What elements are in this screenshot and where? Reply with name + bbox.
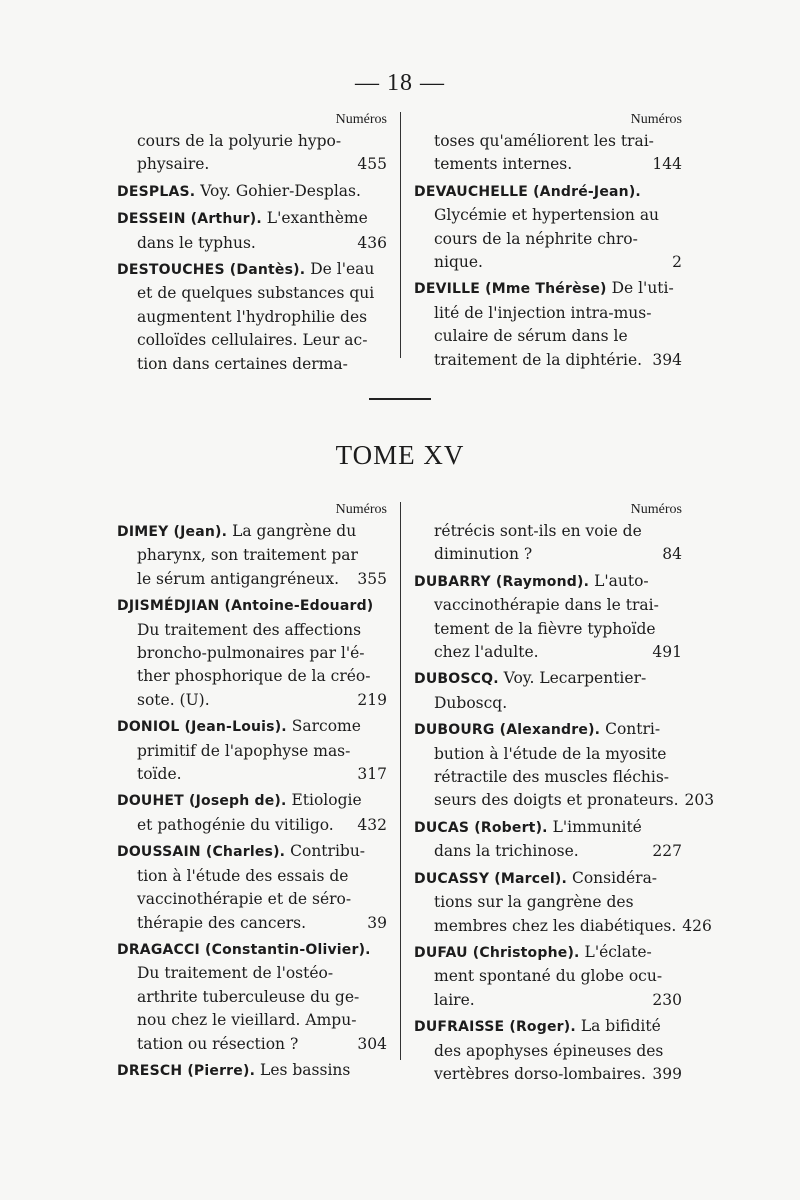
entry-text [414, 816, 642, 840]
index-entry [117, 594, 387, 712]
entry-line [414, 915, 712, 938]
entry-line [117, 1033, 387, 1056]
thesis-number: 227 [652, 842, 682, 861]
entry-text [434, 204, 659, 227]
index-entry [414, 277, 682, 372]
entry-line [117, 642, 387, 665]
entry-description: Les bassins [255, 1060, 351, 1079]
entry-text [117, 520, 356, 544]
entry-description: ment spontané du globe ocu- [434, 967, 663, 986]
entry-description: dans le typhus. [137, 233, 256, 252]
index-entry [414, 816, 682, 864]
author-name: DEVILLE (Mme Thérèse) [414, 281, 607, 298]
thesis-number: 432 [357, 815, 387, 834]
entry-line [414, 594, 682, 617]
entry-description: pharynx, son traitement par [137, 546, 358, 565]
entry-line [117, 888, 387, 911]
entry-text [434, 641, 539, 664]
entry-line [414, 941, 682, 965]
entry-line [414, 302, 682, 325]
entry-text [414, 277, 674, 301]
entry-description: chez l'adulte. [434, 643, 539, 662]
column-divider [400, 502, 401, 1060]
author-name: DRAGACCI (Constantin-Olivier). [117, 941, 371, 958]
entry-text [414, 180, 641, 204]
top-left-column [117, 110, 387, 379]
entry-description: vaccinothérapie et de séro- [137, 890, 352, 909]
entry-description: vaccinothérapie dans le trai- [434, 596, 659, 615]
entry-text [434, 153, 572, 176]
entry-text [434, 1040, 663, 1063]
entry-description: toses qu'améliorent les trai- [434, 132, 654, 150]
entry-text [434, 520, 642, 543]
entry-line [117, 232, 387, 255]
index-entry [117, 180, 387, 204]
entry-description: De l'eau [305, 260, 375, 279]
tome-title: TOME XV [335, 440, 465, 470]
author-name: DONIOL (Jean-Louis). [117, 719, 287, 736]
entry-line [117, 329, 387, 352]
entry-line [117, 619, 387, 642]
entry-line [117, 789, 387, 813]
section-rule [369, 398, 431, 400]
entry-text [434, 915, 676, 938]
entry-line [414, 891, 682, 914]
entry-text [137, 306, 367, 329]
thesis-number: 203 [684, 791, 715, 810]
entry-text [434, 618, 656, 641]
index-entry [414, 941, 682, 1012]
entry-text [117, 207, 368, 231]
entry-line [117, 282, 387, 305]
entry-line [117, 568, 387, 591]
bottom-right-column [414, 500, 715, 1089]
author-name: DUCAS (Robert). [414, 819, 548, 836]
index-entry [117, 520, 387, 591]
entry-text [137, 232, 256, 255]
entry-text [414, 718, 660, 742]
thesis-number: 2 [672, 253, 682, 272]
entry-description: vertèbres dorso-lombaires. [434, 1064, 646, 1083]
entry-line [117, 865, 387, 888]
entry-line [414, 965, 682, 988]
entry-text [414, 1015, 661, 1039]
author-name: DESSEIN (Arthur). [117, 211, 262, 228]
author-name: DOUHET (Joseph de). [117, 793, 287, 810]
author-name: DESTOUCHES (Dantès). [117, 262, 306, 279]
entry-description: La bifidité [575, 1017, 661, 1036]
index-entry [117, 715, 387, 786]
author-name: DUFAU (Christophe). [414, 944, 580, 961]
entry-text [434, 594, 659, 617]
entry-description: nique. [434, 253, 483, 272]
author-name: DUBOSCQ. [414, 671, 499, 688]
entry-line [414, 667, 682, 691]
entry-description: et pathogénie du vitiligo. [137, 815, 334, 834]
entry-description: bution à l'étude de la myosite [434, 744, 667, 763]
entry-line [117, 986, 387, 1009]
entry-text [137, 1009, 356, 1032]
entry-description: cours de la néphrite chro- [434, 229, 638, 248]
entry-text [137, 329, 367, 352]
entry-description: Contri- [600, 720, 661, 739]
entry-line [414, 325, 682, 348]
column-header: Numéros [335, 112, 387, 127]
entry-line [117, 520, 387, 544]
entry-description: dans la trichinose. [434, 842, 579, 861]
entry-line [117, 938, 387, 962]
entry-description: lité de l'injection intra-mus- [434, 303, 652, 322]
thesis-number: 426 [682, 916, 712, 935]
entry-line [117, 740, 387, 763]
index-entry [414, 718, 715, 813]
entry-description: Du traitement des affections [137, 620, 362, 639]
author-name: DOUSSAIN (Charles). [117, 844, 286, 861]
thesis-number: 84 [662, 545, 682, 564]
column-divider [400, 112, 401, 358]
entry-text [414, 570, 649, 594]
entry-text [137, 282, 374, 305]
thesis-number: 394 [652, 350, 682, 369]
entry-text [434, 325, 628, 348]
entry-description: Voy. Lecarpentier- [498, 669, 647, 688]
thesis-number: 455 [357, 155, 387, 174]
index-entry [414, 130, 682, 177]
entry-line [414, 618, 682, 641]
author-name: DEVAUCHELLE (André-Jean). [414, 183, 641, 200]
entry-line [117, 1059, 387, 1083]
entry-text [434, 130, 654, 153]
entry-text [414, 941, 652, 965]
entry-text [434, 743, 666, 766]
thesis-number: 317 [357, 765, 387, 784]
column-header: Numéros [335, 502, 387, 517]
entry-text [137, 986, 359, 1009]
entry-line [117, 962, 387, 985]
index-entry [117, 130, 387, 177]
column-header: Numéros [630, 112, 682, 127]
entry-text [137, 642, 365, 665]
thesis-number: 230 [652, 990, 682, 1009]
index-entry [414, 570, 682, 665]
entry-line [414, 277, 682, 301]
entry-line [117, 1009, 387, 1032]
entry-line [414, 153, 682, 176]
thesis-number: 304 [357, 1034, 387, 1053]
thesis-number: 436 [357, 233, 387, 252]
index-entry [117, 1059, 387, 1083]
entry-description: tements internes. [434, 155, 573, 174]
entry-line [117, 665, 387, 688]
entry-line [117, 258, 387, 282]
entry-text [434, 840, 579, 863]
entry-text [137, 740, 350, 763]
entry-line [414, 204, 682, 227]
entry-line [414, 743, 682, 766]
entry-line [414, 349, 682, 372]
entry-description: seurs des doigts et pronateurs. [434, 791, 679, 810]
entry-description: primitif de l'apophyse mas- [137, 741, 351, 760]
entry-description: tions sur la gangrène des [434, 893, 634, 912]
entry-line [414, 766, 682, 789]
entry-text [117, 715, 361, 739]
entry-line [414, 228, 682, 251]
entry-line [414, 816, 682, 840]
entry-text [137, 888, 351, 911]
entry-description: tion à l'étude des essais de [137, 866, 349, 885]
entry-text [117, 1059, 350, 1083]
entry-text [434, 891, 634, 914]
entry-text [434, 302, 651, 325]
entry-description: L'immunité [547, 817, 642, 836]
entry-line [414, 1040, 682, 1063]
entry-text [137, 865, 348, 888]
entry-text [137, 353, 348, 376]
thesis-number: 491 [652, 643, 682, 662]
thesis-number: 399 [652, 1064, 682, 1083]
entry-description: thérapie des cancers. [137, 913, 307, 932]
entry-line [414, 130, 682, 153]
entry-description: toïde. [137, 765, 182, 784]
entry-line [117, 763, 387, 786]
entry-description: colloïdes cellulaires. Leur ac- [137, 331, 368, 350]
thesis-number: 355 [357, 569, 387, 588]
entry-description: laire. [434, 990, 475, 1009]
entry-text [414, 667, 646, 691]
entry-text [434, 766, 669, 789]
entry-description: Considéra- [567, 868, 658, 887]
entry-text [434, 789, 679, 812]
column-header: Numéros [630, 502, 682, 517]
entry-description: le sérum antigangréneux. [137, 569, 340, 588]
index-entry [414, 180, 682, 275]
entry-description: De l'uti- [606, 279, 674, 298]
entry-description: tation ou résection ? [137, 1034, 299, 1053]
entry-text [117, 258, 374, 282]
entry-line [414, 867, 682, 891]
entry-description: L'exanthème [261, 209, 368, 228]
entry-line [117, 207, 387, 231]
entry-description: rétrécis sont-ils en voie de [434, 522, 642, 540]
page-number: — 18 — [355, 70, 445, 96]
entry-line [414, 641, 682, 664]
entry-line [414, 251, 682, 274]
entry-line [414, 789, 715, 812]
entry-description: L'éclate- [579, 942, 652, 961]
entry-description: L'auto- [589, 571, 649, 590]
entry-line [117, 594, 387, 618]
entry-text [137, 1033, 298, 1056]
author-name: DUCASSY (Marcel). [414, 870, 568, 887]
entry-text [137, 689, 210, 712]
entry-description: Contribu- [285, 842, 366, 861]
entry-description: et de quelques substances qui [137, 284, 375, 303]
entry-text [117, 594, 373, 618]
entry-text [137, 665, 371, 688]
entry-text [434, 543, 532, 566]
entry-description: culaire de sérum dans le [434, 327, 628, 346]
entry-text [414, 867, 657, 891]
entry-line [117, 840, 387, 864]
entry-text [137, 962, 333, 985]
entry-description: ther phosphorique de la créo- [137, 667, 371, 686]
entry-text [434, 989, 475, 1012]
author-name: DIMEY (Jean). [117, 524, 228, 540]
entry-description: arthrite tuberculeuse du ge- [137, 987, 360, 1006]
entry-description: cours de la polyurie hypo- [137, 132, 342, 150]
entry-line [414, 1063, 682, 1086]
entry-text [137, 912, 306, 935]
entry-description: physaire. [137, 155, 210, 174]
entry-text [434, 1063, 646, 1086]
entry-description: tement de la fièvre typhoïde [434, 619, 656, 638]
entry-text [117, 840, 365, 864]
entry-line [117, 180, 387, 204]
entry-line [117, 544, 387, 567]
top-right-column [414, 110, 682, 375]
entry-line [414, 180, 682, 204]
entry-line [117, 153, 387, 176]
entry-text [137, 814, 334, 837]
author-name: DESPLAS. [117, 183, 196, 200]
index-entry [414, 1015, 682, 1086]
entry-description: Sarcome [286, 717, 361, 736]
entry-line [117, 715, 387, 739]
entry-text [137, 544, 358, 567]
entry-text [117, 789, 362, 813]
entry-description: La gangrène du [227, 522, 357, 540]
entry-line [117, 306, 387, 329]
index-entry [117, 258, 387, 376]
index-entry [414, 867, 712, 938]
entry-text [434, 692, 507, 715]
entry-text [137, 153, 209, 176]
entry-description: Etiologie [286, 791, 362, 810]
entry-description: diminution ? [434, 545, 533, 564]
entry-line [414, 840, 682, 863]
entry-description: Glycémie et hypertension au [434, 206, 660, 225]
entry-line [117, 130, 387, 153]
entry-text [434, 349, 642, 372]
entry-description: Voy. Gohier-Desplas. [195, 181, 361, 200]
entry-text [137, 130, 341, 153]
entry-description: des apophyses épineuses des [434, 1041, 664, 1060]
entry-line [414, 543, 682, 566]
entry-text [434, 228, 638, 251]
entry-line [414, 692, 682, 715]
entry-description: Duboscq. [434, 693, 508, 712]
entry-line [414, 520, 682, 543]
index-entry [117, 938, 387, 1056]
entry-description: membres chez les diabétiques. [434, 916, 677, 935]
entry-line [117, 689, 387, 712]
entry-line [414, 718, 682, 742]
author-name: DUBOURG (Alexandre). [414, 722, 601, 739]
entry-description: rétractile des muscles fléchis- [434, 768, 670, 787]
entry-line [414, 989, 682, 1012]
entry-description: tion dans certaines derma- [137, 354, 348, 373]
entry-description: traitement de la diphtérie. [434, 350, 643, 369]
entry-description: broncho-pulmonaires par l'é- [137, 644, 365, 663]
author-name: DRESCH (Pierre). [117, 1062, 256, 1079]
entry-line [414, 570, 682, 594]
index-entry [414, 520, 682, 567]
index-entry [117, 840, 387, 935]
entry-description: Du traitement de l'ostéo- [137, 964, 334, 983]
index-entry [414, 667, 682, 715]
bottom-left-column [117, 500, 387, 1086]
entry-description: nou chez le vieillard. Ampu- [137, 1011, 357, 1030]
entry-line [414, 1015, 682, 1039]
author-name: DUFRAISSE (Roger). [414, 1019, 576, 1036]
thesis-number: 144 [652, 155, 682, 174]
entry-description: sote. (U). [137, 690, 210, 709]
index-entry [117, 789, 387, 837]
entry-text [137, 763, 182, 786]
entry-text [117, 938, 371, 962]
index-entry [117, 207, 387, 255]
entry-line [117, 912, 387, 935]
thesis-number: 219 [357, 690, 387, 709]
entry-description: augmentent l'hydrophilie des [137, 307, 368, 326]
entry-text [137, 619, 361, 642]
entry-text [117, 180, 361, 204]
thesis-number: 39 [367, 913, 387, 932]
author-name: DJISMÉDJIAN (Antoine-Edouard) [117, 598, 374, 615]
entry-text [434, 251, 483, 274]
entry-text [137, 568, 339, 591]
entry-line [117, 353, 387, 376]
entry-line [117, 814, 387, 837]
entry-text [434, 965, 662, 988]
author-name: DUBARRY (Raymond). [414, 573, 590, 590]
